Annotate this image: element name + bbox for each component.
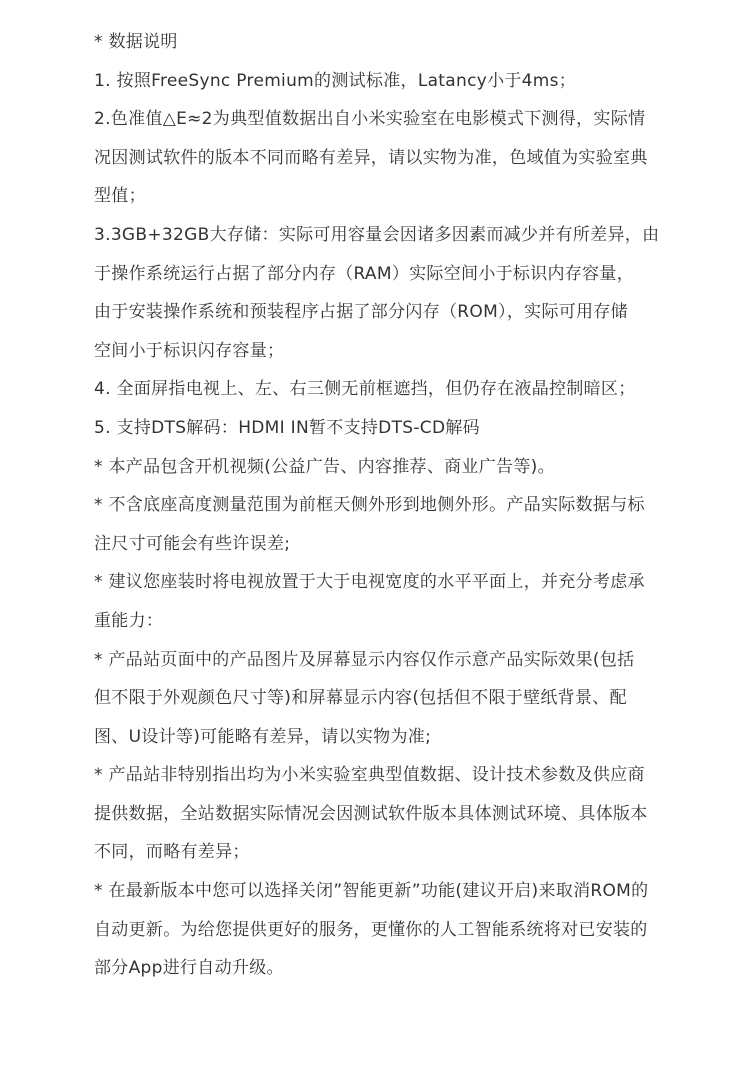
note-line: 由于安装操作系统和预装程序占据了部分闪存（ROM），实际可用存储 bbox=[94, 302, 628, 323]
note-line: 2.色准值△E≈2为典型值数据出自小米实验室在电影模式下测得，实际情 bbox=[94, 109, 646, 130]
note-line: 部分App进行自动升级。 bbox=[94, 958, 284, 979]
note-line: 图、U设计等)可能略有差异，请以实物为准; bbox=[94, 726, 432, 747]
note-line: 重能力： bbox=[94, 610, 164, 631]
notes-document bbox=[94, 23, 660, 988]
note-line: * 产品站非特别指出均为小米实验室典型值数据、设计技术参数及供应商 bbox=[94, 765, 645, 786]
note-line: 3.3GB+32GB大存储：实际可用容量会因诸多因素而减少并有所差异，由 bbox=[94, 224, 660, 245]
note-line: * 本产品包含开机视频(公益广告、内容推荐、商业广告等)。 bbox=[94, 456, 555, 477]
note-line: 4. 全面屏指电视上、左、右三侧无前框遮挡，但仍存在液晶控制暗区； bbox=[94, 379, 636, 400]
note-line: 不同，而略有差异； bbox=[94, 842, 250, 863]
note-line: * 在最新版本中您可以选择关闭”智能更新”功能(建议开启)来取消ROM的 bbox=[94, 881, 649, 902]
note-line: 1. 按照FreeSync Premium的测试标准，Latancy小于4ms； bbox=[94, 70, 577, 91]
note-line: 型值； bbox=[94, 186, 146, 207]
note-line: * 不含底座高度测量范围为前框天侧外形到地侧外形。产品实际数据与标 bbox=[94, 495, 645, 516]
note-line: 提供数据，全站数据实际情况会因测试软件版本具体测试环境、具体版本 bbox=[94, 803, 648, 824]
note-line: 但不限于外观颜色尺寸等)和屏幕显示内容(包括但不限于壁纸背景、配 bbox=[94, 688, 627, 709]
note-line: 5. 支持DTS解码：HDMI IN暂不支持DTS-CD解码 bbox=[94, 417, 480, 438]
note-line: 空间小于标识闪存容量； bbox=[94, 340, 285, 361]
note-line: 注尺寸可能会有些许误差; bbox=[94, 533, 291, 554]
note-line: 况因测试软件的版本不同而略有差异，请以实物为准，色域值为实验室典 bbox=[94, 147, 648, 168]
note-line: * 建议您座装时将电视放置于大于电视宽度的水平平面上，并充分考虑承 bbox=[94, 572, 645, 593]
notes-title: * 数据说明 bbox=[94, 32, 178, 52]
note-line: 自动更新。为给您提供更好的服务，更懂你的人工智能系统将对已安装的 bbox=[94, 919, 648, 940]
note-line: * 产品站页面中的产品图片及屏幕显示内容仅作示意产品实际效果(包括 bbox=[94, 649, 635, 670]
note-line: 于操作系统运行占据了部分内存（RAM）实际空间小于标识内存容量， bbox=[94, 263, 635, 284]
